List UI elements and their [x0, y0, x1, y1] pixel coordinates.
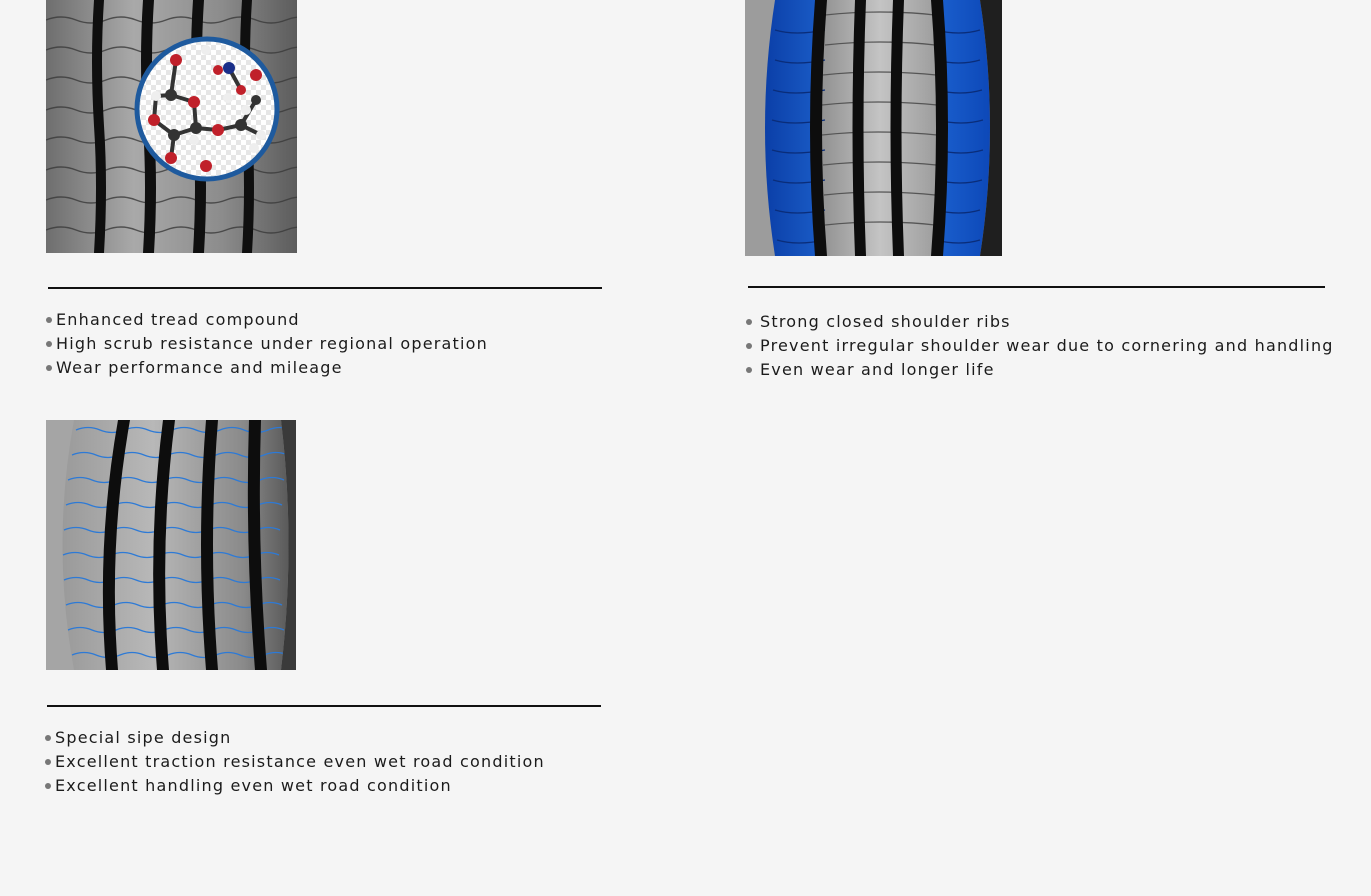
bullet-text: Excellent traction resistance even wet road condition [55, 752, 545, 771]
tire-sipe-svg [46, 420, 296, 670]
feature-bullet-list [45, 726, 545, 798]
bullet-item [45, 774, 545, 798]
bullet-text: Enhanced tread compound [56, 310, 300, 329]
tire-tread-molecule-image [46, 0, 297, 253]
bullet-text: Wear performance and mileage [56, 358, 343, 377]
bullet-text: Even wear and longer life [760, 360, 995, 379]
bullet-item [45, 750, 545, 774]
bullet-dot-icon [746, 319, 752, 325]
feature-bullet-list [746, 310, 1334, 382]
bullet-dot-icon [46, 341, 52, 347]
bullet-item [46, 308, 488, 332]
bullet-text: Strong closed shoulder ribs [760, 312, 1011, 331]
section-divider [47, 705, 601, 707]
tire-shoulder-svg [745, 0, 1002, 256]
bullet-dot-icon [45, 735, 51, 741]
bullet-item [746, 334, 1334, 358]
tire-tread-svg [46, 0, 297, 253]
section-divider [748, 286, 1325, 288]
bullet-item [46, 332, 488, 356]
tire-sipe-highlight-image [46, 420, 296, 670]
bullet-text: Special sipe design [55, 728, 232, 747]
bullet-text: High scrub resistance under regional operation [56, 334, 488, 353]
bullet-dot-icon [746, 367, 752, 373]
bullet-item [45, 726, 545, 750]
tire-blue-shoulder-image [745, 0, 1002, 256]
bullet-dot-icon [46, 365, 52, 371]
feature-bullet-list [46, 308, 488, 380]
bullet-text: Excellent handling even wet road condition [55, 776, 452, 795]
bullet-item [746, 358, 1334, 382]
bullet-dot-icon [746, 343, 752, 349]
section-divider [48, 287, 602, 289]
bullet-item [746, 310, 1334, 334]
bullet-dot-icon [46, 317, 52, 323]
bullet-dot-icon [45, 759, 51, 765]
bullet-text: Prevent irregular shoulder wear due to cornering and handling [760, 336, 1334, 355]
bullet-item [46, 356, 488, 380]
bullet-dot-icon [45, 783, 51, 789]
